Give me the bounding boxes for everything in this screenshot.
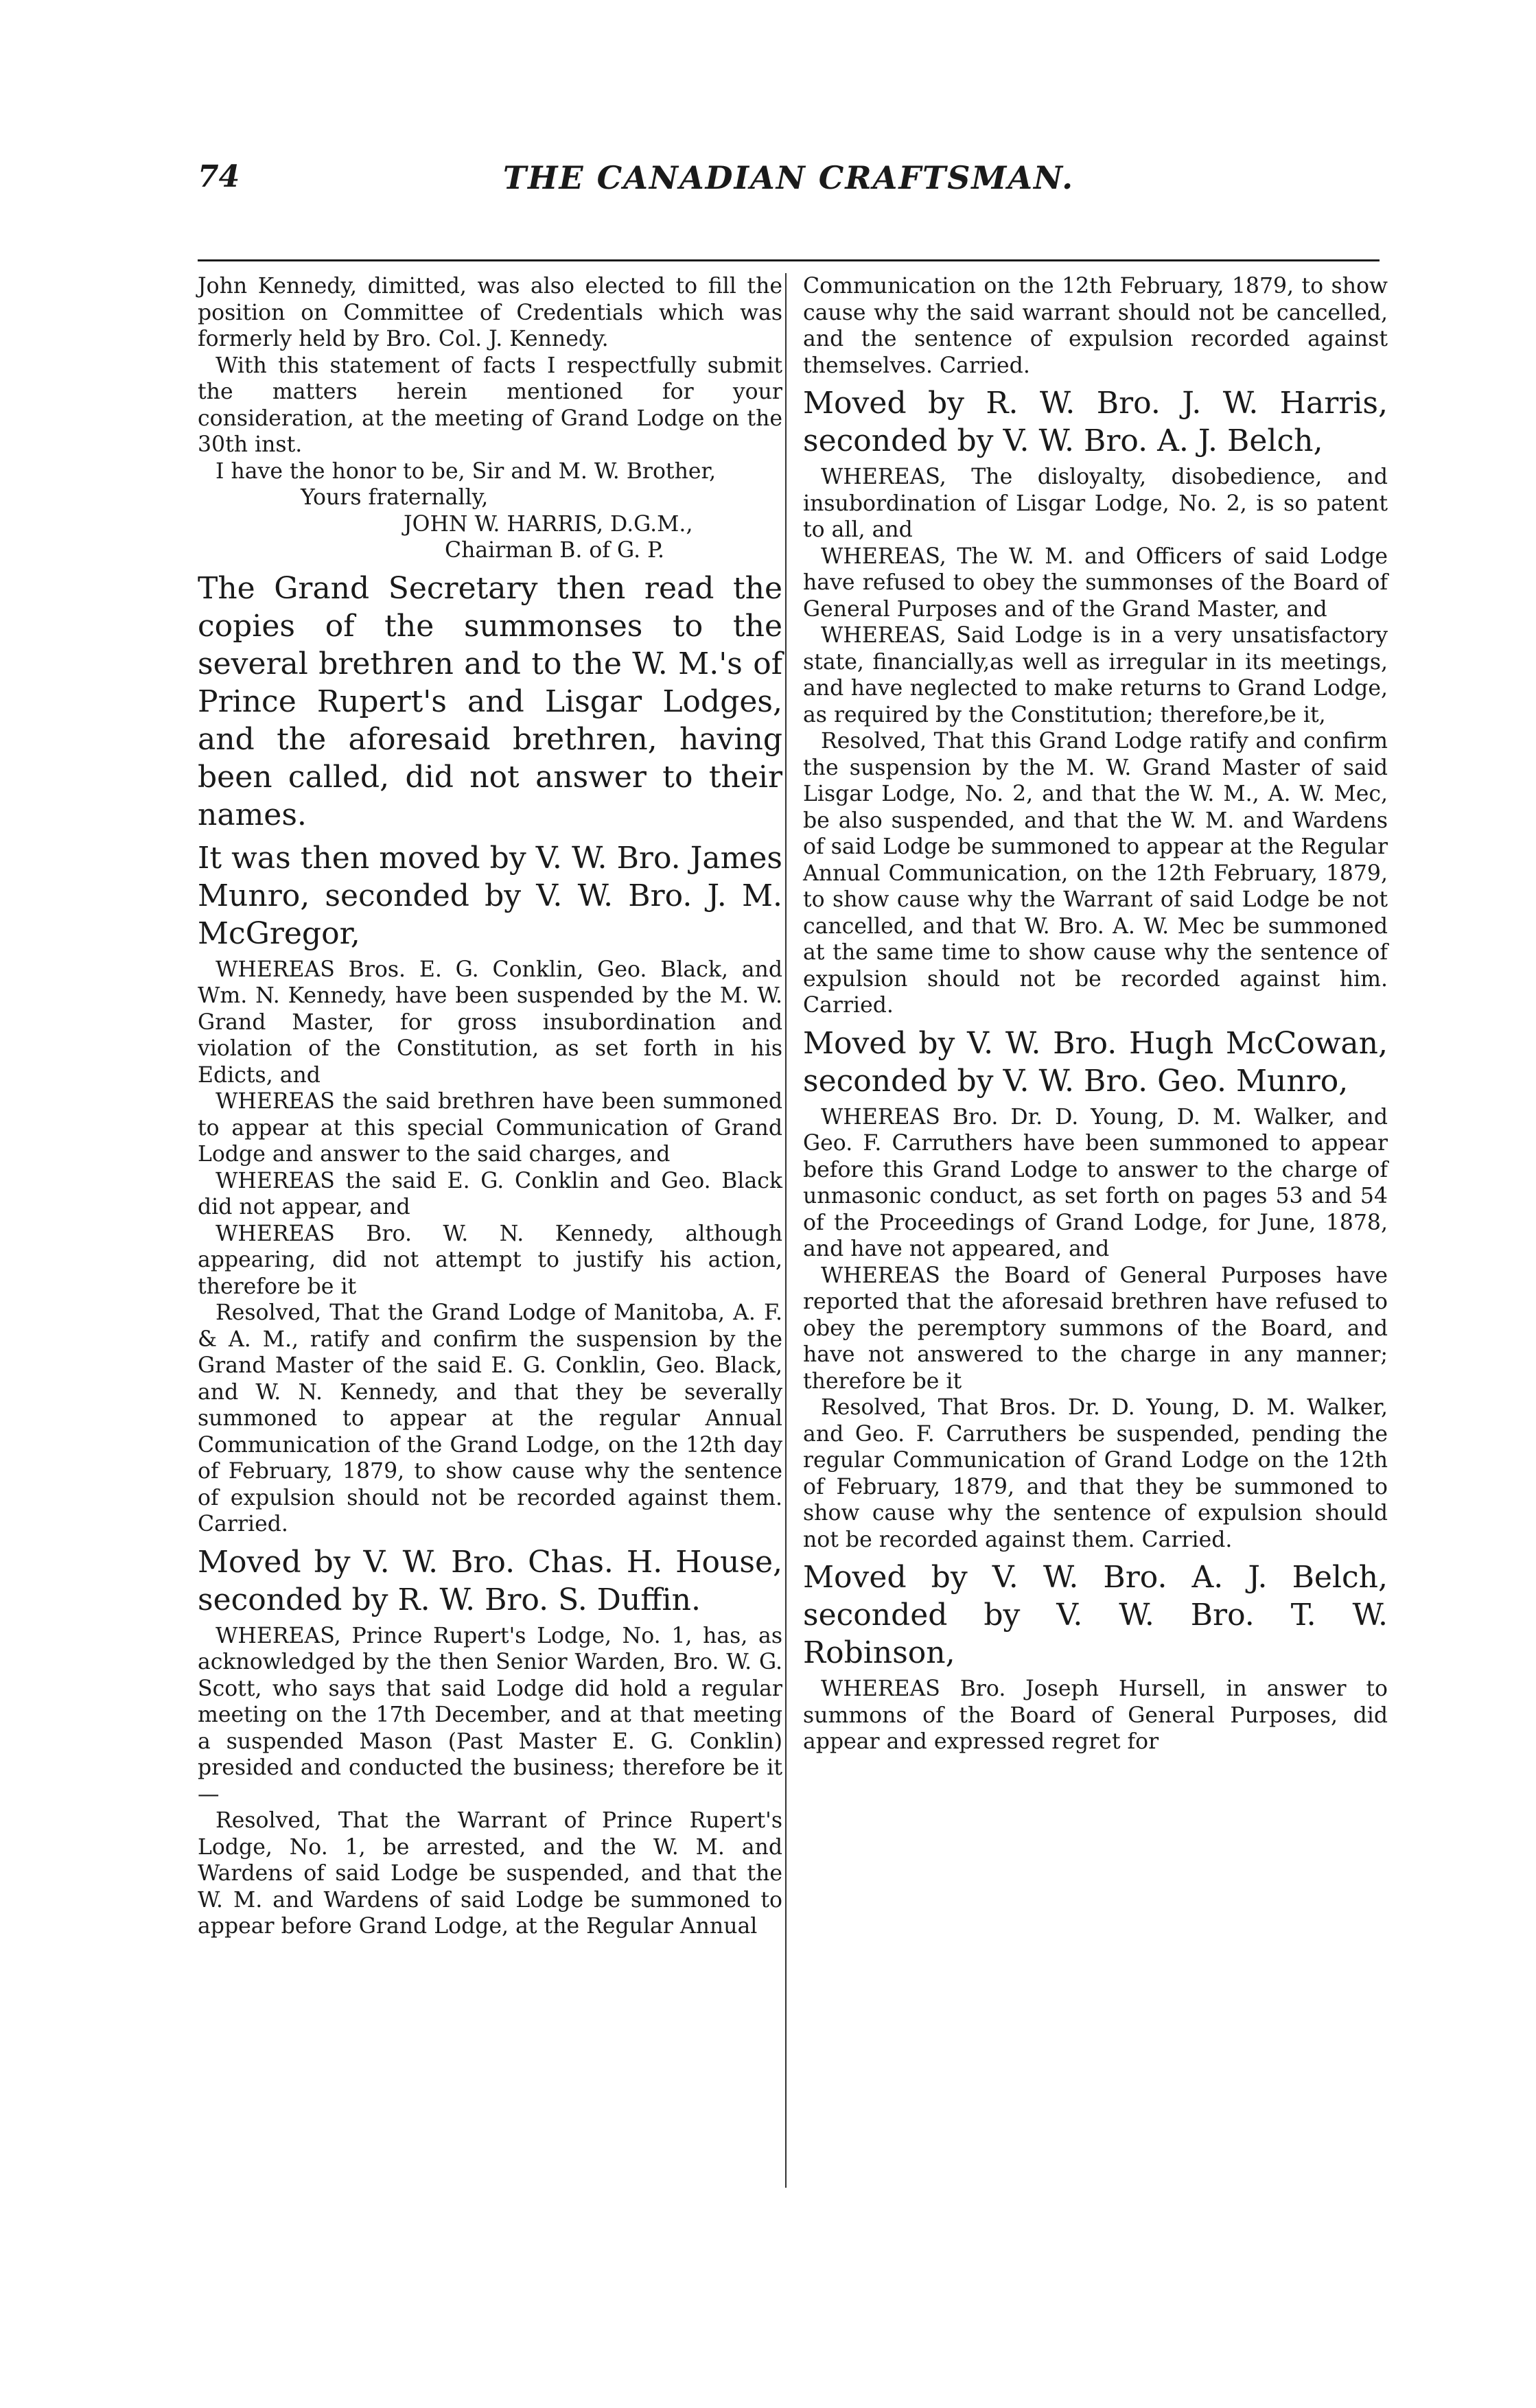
column-divider xyxy=(785,273,787,2188)
paragraph: WHEREAS, The W. M. and Officers of said Lodge have refused to obey the summonses of the Board of General Purposes and of the Grand Master, and xyxy=(803,543,1388,622)
paragraph: WHEREAS Bro. Joseph Hursell, in answer to summons of the Board of General Purposes, did appear and expressed regret for xyxy=(803,1676,1388,1754)
paragraph: WHEREAS the said brethren have been summoned to appear at this special Communication of Grand Lodge and answer to the said charges, and xyxy=(198,1089,782,1167)
paragraph: Resolved, That the Warrant of Prince Rupert's Lodge, No. 1, be arrested, and the W. M. and Wardens of said Lodge be suspended, and that the W. M. and Wardens of said Lodge be summoned to appear before Grand Lodge, at the Regular Annual xyxy=(198,1808,782,1939)
large-type-paragraph: The Grand Secretary then read the copies of the summonses to the several brethren and to the W. M.'s of Prince Rupert's and Lisgar Lodges, and the aforesaid brethren, having been called, did not answer to their names. xyxy=(198,570,782,832)
signature-name: JOHN W. HARRIS, D.G.M., xyxy=(404,511,693,537)
paragraph: WHEREAS Bro. Dr. D. Young, D. M. Walker, and Geo. F. Carruthers have been summoned to appear before this Grand Lodge to answer to the charge of unmasonic conduct, as set forth on pages 53 and 54 of the Proceedings of Grand Lodge, for June, 1878, and have not appeared, and xyxy=(803,1104,1388,1261)
paragraph: Resolved, That the Grand Lodge of Manitoba, A. F. & A. M., ratify and confirm the suspension by the Grand Master of the said E. G. Conklin, Geo. Black, and W. N. Kennedy, and that they be severally summoned to appear at the regular Annual Communication of the Grand Lodge, on the 12th day of February, 1879, to show cause why the sentence of expulsion should not be recorded against them. Carried. xyxy=(198,1300,782,1536)
header-rule xyxy=(198,259,1380,261)
motion-heading: Moved by V. W. Bro. Chas. H. House, seconded by R. W. Bro. S. Duffin. xyxy=(198,1544,782,1617)
left-column xyxy=(198,273,782,1940)
page-number: 74 xyxy=(198,159,240,194)
paragraph: WHEREAS Bro. W. N. Kennedy, although appearing, did not attempt to justify his action, therefore be it xyxy=(198,1221,782,1299)
paragraph: Resolved, That Bros. Dr. D. Young, D. M. Walker, and Geo. F. Carruthers be suspended, pending the regular Communication of Grand Lodge on the 12th of February, 1879, and that they be summoned to show cause why the sentence of expulsion should not be recorded against them. Carried. xyxy=(803,1395,1388,1552)
motion-heading: Moved by V. W. Bro. A. J. Belch, seconded by V. W. Bro. T. W. Robinson, xyxy=(803,1560,1388,1670)
paragraph: WHEREAS Bros. E. G. Conklin, Geo. Black, and Wm. N. Kennedy, have been suspended by the M. W. Grand Master, for gross insubordination and violation of the Constitution, as set forth in his Edicts, and xyxy=(198,957,782,1088)
paragraph: Resolved, That this Grand Lodge ratify and confirm the suspension by the M. W. Grand Master of said Lisgar Lodge, No. 2, and that the W. M., A. W. Mec, be also suspended, and that the W. M. and Wardens of said Lodge be summoned to appear at the Regular Annual Communication, on the 12th February, 1879, to show cause why the Warrant of said Lodge be not cancelled, and that W. Bro. A. W. Mec be summoned at the same time to show cause why the sentence of expulsion should not be recorded against him. Carried. xyxy=(803,729,1388,1018)
paragraph: WHEREAS, Said Lodge is in a very unsatisfactory state, financially,as well as irregular in its meetings, and have neglected to make returns to Grand Lodge, as required by the Constitution; therefore,be it, xyxy=(803,623,1388,727)
paragraph: WHEREAS the said E. G. Conklin and Geo. Black did not appear, and xyxy=(198,1168,782,1219)
paragraph: Communication on the 12th February, 1879, to show cause why the said warrant should not be cancelled, and the sentence of expulsion recorded against themselves. Carried. xyxy=(803,274,1388,378)
right-column xyxy=(803,273,1388,1755)
paragraph: John Kennedy, dimitted, was also elected to fill the position on Committee of Credentials which was formerly held by Bro. Col. J. Kennedy. xyxy=(198,274,782,351)
paragraph: WHEREAS the Board of General Purposes have reported that the aforesaid brethren have refused to obey the peremptory summons of the Board, and have not answered to the charge in any manner; therefore be it xyxy=(803,1263,1388,1394)
motion-heading: Moved by R. W. Bro. J. W. Harris, seconded by V. W. Bro. A. J. Belch, xyxy=(803,386,1388,458)
paragraph: WHEREAS, The disloyalty, disobedience, and insubordination of Lisgar Lodge, No. 2, is so patent to all, and xyxy=(803,465,1388,542)
motion-heading: Moved by V. W. Bro. Hugh McCowan, seconded by V. W. Bro. Geo. Munro, xyxy=(803,1025,1388,1099)
paragraph: With this statement of facts I respectfully submit the matters herein mentioned for your consideration, at the meeting of Grand Lodge on the 30th inst. xyxy=(198,353,782,457)
signature-title: Chairman B. of G. P. xyxy=(445,538,664,563)
signature-closing: Yours fraternally, xyxy=(301,485,489,510)
motion-heading: It was then moved by V. W. Bro. James Munro, seconded by V. W. Bro. J. M. McGregor, xyxy=(198,840,782,951)
paragraph: I have the honor to be, Sir and M. W. Brother, xyxy=(216,458,717,484)
running-title: THE CANADIAN CRAFTSMAN. xyxy=(502,159,1075,196)
paragraph: WHEREAS, Prince Rupert's Lodge, No. 1, has, as acknowledged by the then Senior Warden, Bro. W. G. Scott, who says that said Lodge did hold a regular meeting on the 17th December, and at that meeting a suspended Mason (Past Master E. G. Conklin) presided and conducted the business; therefore be it— xyxy=(198,1623,782,1807)
page-header xyxy=(198,159,1380,214)
